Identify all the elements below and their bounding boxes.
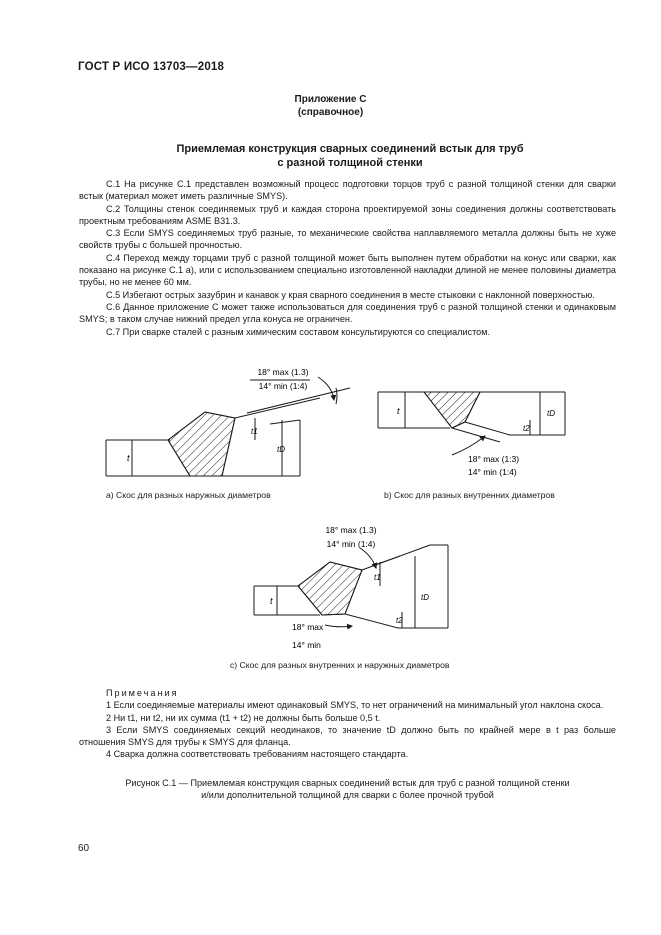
figure-c-caption: с) Скос для разных внутренних и наружных диаметров: [230, 660, 450, 670]
document-id: ГОСТ Р ИСО 13703—2018: [78, 61, 225, 73]
figure-c-angle-max-bottom: 18° max: [292, 622, 324, 632]
paragraph-c6: С.6 Данное приложение С может также использоваться для соединения труб с разной толщиной стенки и одинаковым SMYS; в таком случае нижний предел угла конуса не ограничен.: [79, 301, 616, 325]
figure-c-angle-min-top: 14° min (1:4): [326, 539, 376, 549]
figure-a-label-tD: tD: [277, 445, 285, 454]
paragraph-c7: С.7 При сварке сталей с разным химическим составом консультируются со специалистом.: [106, 326, 490, 337]
notes-heading: Примечания: [106, 688, 179, 698]
figure-caption-line2: и/или дополнительной толщиной для сварки с более прочной трубой: [201, 790, 494, 801]
section-title-line2: с разной толщиной стенки: [277, 157, 423, 169]
paragraph-c2: С.2 Толщины стенок соединяемых труб и каждая сторона проектируемой зоны соединения должны соответствовать проектным требованиям ASME B31.3.: [79, 203, 616, 226]
figure-b-angle-max: 18° max (1:3): [468, 454, 520, 464]
figure-b-label-t2: t2: [523, 424, 530, 433]
figure-c-label-t1: t1: [374, 573, 381, 582]
annex-subtitle: (справочное): [297, 107, 364, 118]
figure-caption-line1: Рисунок С.1 — Приемлемая конструкция сварных соединений встык для труб с разной толщиной стенки: [125, 778, 570, 788]
paragraph-c5: С.5 Избегают острых зазубрин и канавок у края сварного соединения в месте стыковки с наклонной поверхностью.: [106, 289, 595, 300]
figure-b-angle-min: 14° min (1:4): [468, 467, 517, 477]
figure-c-drawing: [254, 545, 448, 628]
figure-a-label-t: t: [127, 453, 130, 463]
figure-c-angle-min-bottom: 14° min: [292, 640, 321, 650]
figure-a-label-t1: t1: [251, 427, 258, 436]
figure-c-angle-max-top: 18° max (1.3): [325, 525, 377, 535]
note-3: 3 Если SMYS соединяемых секций неодинаков, то значение tD должно быть по крайней мере в t раз больше отношения SMYS для трубы к SMYS для фланца.: [79, 724, 616, 748]
figure-a-angle-min: 14° min (1:4): [258, 381, 308, 391]
figure-a-caption: а) Скос для разных наружных диаметров: [106, 490, 271, 500]
note-4: 4 Сварка должна соответствовать требованиям настоящего стандарта.: [106, 749, 409, 760]
note-2: 2 Ни t1, ни t2, ни их сумма (t1 + t2) не должны быть больше 0,5 t.: [106, 712, 381, 723]
figure-a-drawing: [106, 377, 350, 476]
figure-b-caption: b) Скос для разных внутренних диаметров: [384, 490, 555, 500]
page-number: 60: [78, 843, 90, 854]
figure-c-label-t: t: [270, 596, 273, 606]
paragraph-c4: С.4 Переход между торцами труб с разной толщиной может быть выполнен путем обработки на конус или сварки, как показано на рисунке С.1 а), или с использованием специально изготовленной накладки длиной не менее половины диаметра трубы, но не менее 60 мм.: [79, 252, 616, 288]
annex-title: Приложение С: [294, 94, 367, 105]
figure-caption: [79, 777, 616, 802]
figure-c-label-tD: tD: [421, 593, 429, 602]
figure-b-label-tD: tD: [547, 409, 555, 418]
figure-a-angle-max: 18° max (1.3): [257, 367, 309, 377]
section-title-line1: Приемлемая конструкция сварных соединений встык для труб: [176, 143, 524, 155]
figure-c-label-t2: t2: [396, 616, 403, 625]
paragraph-c1: С.1 На рисунке С.1 представлен возможный процесс подготовки торцов труб с разной толщиной стенки для сварки встык (материал может иметь различные SMYS).: [79, 179, 616, 202]
paragraph-c3: С.3 Если SMYS соединяемых труб разные, то механические свойства наплавляемого металла должны быть не хуже свойств трубы с большей прочностью.: [79, 228, 616, 251]
figure-b-drawing: [378, 392, 565, 455]
note-1: 1 Если соединяемые материалы имеют одинаковый SMYS, то нет ограничений на минимальный угол наклона скоса.: [106, 700, 604, 711]
figure-b-label-t: t: [397, 406, 400, 416]
notes-block: [79, 687, 616, 761]
